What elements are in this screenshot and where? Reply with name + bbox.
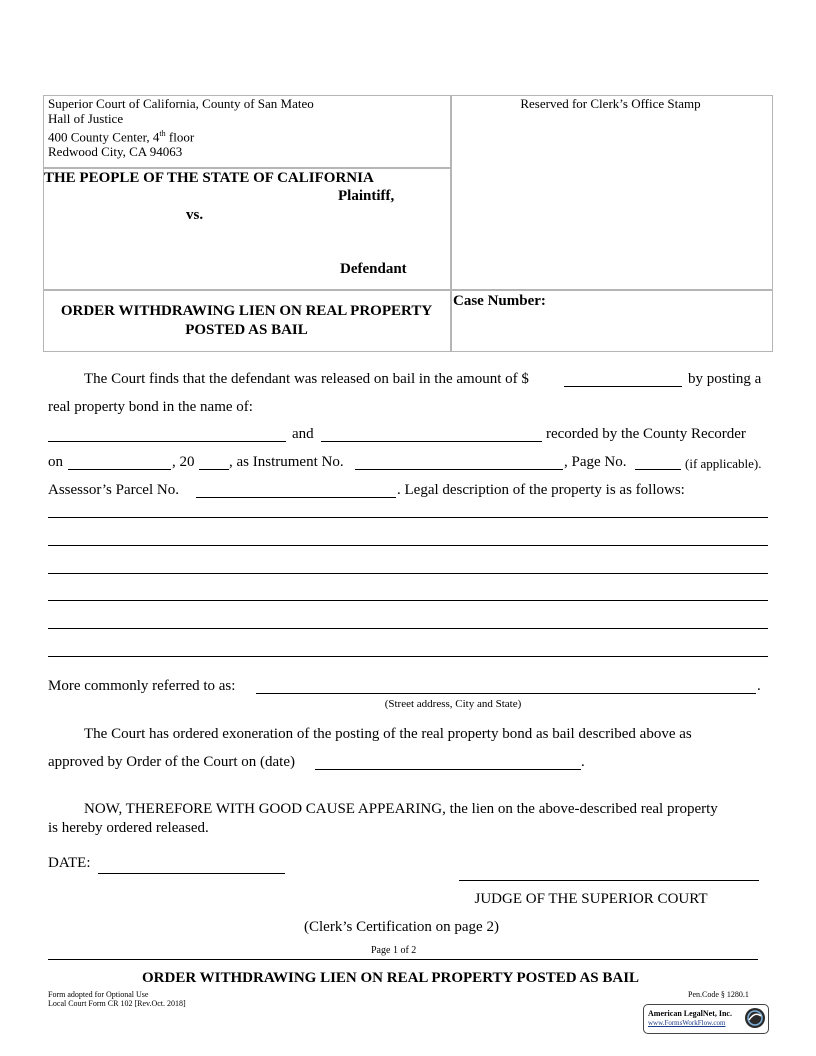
street-caption: (Street address, City and State) — [384, 698, 522, 710]
globe-icon — [744, 1007, 766, 1029]
bond-name-text: real property bond in the name of: — [48, 399, 253, 415]
footer-rule — [48, 959, 758, 960]
people-heading: THE PEOPLE OF THE STATE OF CALIFORNIA — [44, 170, 374, 186]
apn-field[interactable] — [196, 497, 396, 498]
street-period: . — [757, 678, 761, 694]
instrument-number-field[interactable] — [355, 469, 563, 470]
vs-label: vs. — [186, 207, 204, 223]
page-no-text: , Page No. — [564, 454, 627, 470]
court-address — [48, 96, 314, 159]
legal-description-line-3[interactable] — [48, 573, 768, 574]
good-cause-text: NOW, THEREFORE WITH GOOD CAUSE APPEARING, the lien on the above-described real property is hereby ordered released. — [48, 801, 718, 836]
on-text: on — [48, 454, 63, 470]
judge-signature-line[interactable] — [459, 880, 759, 881]
legal-description-line-5[interactable] — [48, 628, 768, 629]
legal-description-line-4[interactable] — [48, 600, 768, 601]
date-field[interactable] — [98, 873, 285, 874]
penal-code: Pen.Code § 1280.1 — [688, 990, 749, 999]
court-name: Superior Court of California, County of San Mateo — [48, 96, 314, 111]
court-street: 400 County Center, 4th floor — [48, 129, 195, 145]
approved-text: approved by Order of the Court on (date) — [48, 754, 296, 770]
recording-date-field[interactable] — [68, 469, 171, 470]
judge-title: JUDGE OF THE SUPERIOR COURT — [474, 891, 708, 907]
legal-description-line-2[interactable] — [48, 545, 768, 546]
american-legalnet-logo — [643, 1004, 769, 1034]
case-number-field[interactable] — [560, 292, 765, 310]
legal-description-line-6[interactable] — [48, 656, 768, 657]
legal-description-text: . Legal description of the property is as follows: — [397, 482, 685, 498]
approved-period: . — [581, 754, 585, 770]
form-title: ORDER WITHDRAWING LIEN ON REAL PROPERTY POSTED AS BAIL — [60, 303, 433, 338]
by-posting-text: by posting a — [688, 371, 762, 387]
legal-description-line-1[interactable] — [48, 517, 768, 518]
order-date-field[interactable] — [315, 769, 581, 770]
local-form-number: Local Court Form CR 102 [Rev.Oct. 2018] — [48, 999, 186, 1008]
owner-name-field-1[interactable] — [48, 441, 286, 442]
clerk-stamp-box — [450, 95, 773, 291]
instrument-text: , as Instrument No. — [229, 454, 344, 470]
court-building: Hall of Justice — [48, 111, 124, 126]
case-number-label: Case Number: — [453, 293, 546, 309]
form-adopted: Form adopted for Optional Use — [48, 990, 149, 999]
defendant-label: Defendant — [340, 261, 407, 277]
twenty-text: , 20 — [172, 454, 195, 470]
logo-company: American LegalNet, Inc. — [648, 1009, 732, 1018]
logo-url: www.FormsWorkFlow.com — [648, 1019, 726, 1027]
street-address-field[interactable] — [256, 693, 756, 694]
plaintiff-label: Plaintiff, — [338, 188, 395, 204]
if-applicable-text: (if applicable). — [685, 456, 762, 471]
page-number-field[interactable] — [635, 469, 681, 470]
recorded-text: recorded by the County Recorder — [546, 426, 746, 442]
more-commonly-text: More commonly referred to as: — [48, 678, 236, 694]
page-number: Page 1 of 2 — [371, 945, 417, 956]
clerk-certification-note: (Clerk’s Certification on page 2) — [304, 919, 499, 935]
recording-year-field[interactable] — [199, 469, 229, 470]
apn-text: Assessor’s Parcel No. — [48, 482, 179, 498]
footer-title: ORDER WITHDRAWING LIEN ON REAL PROPERTY POSTED AS BAIL — [142, 970, 640, 986]
owner-name-field-2[interactable] — [321, 441, 542, 442]
clerk-stamp-label: Reserved for Clerk’s Office Stamp — [520, 96, 701, 111]
exoneration-text: The Court has ordered exoneration of the posting of the real property bond as bail described above as — [84, 726, 692, 742]
court-city: Redwood City, CA 94063 — [48, 144, 183, 160]
date-label: DATE: — [48, 855, 91, 871]
bail-amount-field[interactable] — [564, 386, 682, 387]
and-text: and — [292, 426, 314, 442]
bail-amount-text: The Court finds that the defendant was released on bail in the amount of $ — [84, 371, 529, 387]
